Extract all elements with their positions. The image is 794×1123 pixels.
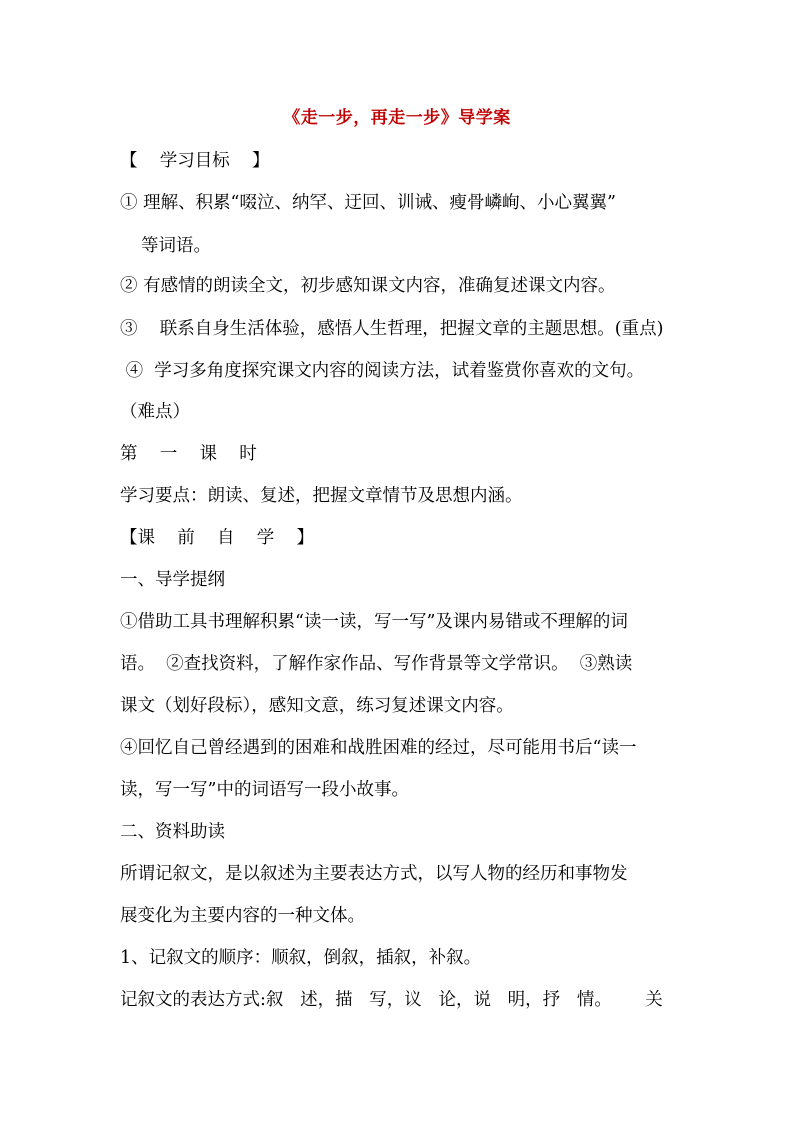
paragraph-line: ④ 学习多角度探究课文内容的阅读方法，试着鉴赏你喜欢的文句。	[120, 361, 645, 381]
paragraph-line: ③ 联系自身生活体验，感悟人生哲理，把握文章的主题思想。(重点)	[120, 319, 664, 339]
subheading-outline: 一、导学提纲	[120, 570, 225, 590]
paragraph-line: 等词语。	[141, 236, 211, 256]
paragraph-line: ①借助工具书理解积累“读一读，写一写”及课内易错或不理解的词	[120, 612, 628, 632]
section-heading-selfstudy: 【课 前 自 学 】	[120, 528, 315, 548]
paragraph-line: 所谓记叙文，是以叙述为主要表达方式，以写人物的经历和事物发	[120, 864, 628, 884]
section-heading-lesson: 第 一 课 时	[120, 444, 257, 464]
paragraph-line: 读，写一写”中的词语写一段小故事。	[120, 780, 409, 800]
paragraph-line: （难点）	[120, 402, 190, 422]
paragraph-line: ④回忆自己曾经遇到的困难和战胜困难的经过，尽可能用书后“读一	[120, 738, 637, 758]
document-title: 《走一步，再走一步》导学案	[283, 108, 511, 128]
paragraph-line: ② 有感情的朗读全文，初步感知课文内容，准确复述课文内容。	[120, 276, 616, 296]
paragraph-line: 记叙文的表达方式:叙 述，描 写，议 论，说 明，抒 情。 关	[120, 990, 663, 1010]
subheading-reading-aid: 二、资料助读	[120, 822, 225, 842]
section-heading-goals: 【 学习目标 】	[120, 151, 270, 171]
paragraph-line: 学习要点：朗读、复述，把握文章情节及思想内涵。	[120, 486, 523, 506]
paragraph-line: ① 理解、积累“啜泣、纳罕、迂回、训诫、瘦骨嶙峋、小心翼翼”	[120, 193, 616, 213]
paragraph-line: 1、记叙文的顺序：顺叙，倒叙，插叙，补叙。	[120, 948, 482, 968]
paragraph-line: 语。 ②查找资料，了解作家作品、写作背景等文学常识。 ③熟读	[120, 654, 633, 674]
paragraph-line: 课文（划好段标），感知文意，练习复述课文内容。	[120, 696, 514, 716]
paragraph-line: 展变化为主要内容的一种文体。	[120, 906, 365, 926]
